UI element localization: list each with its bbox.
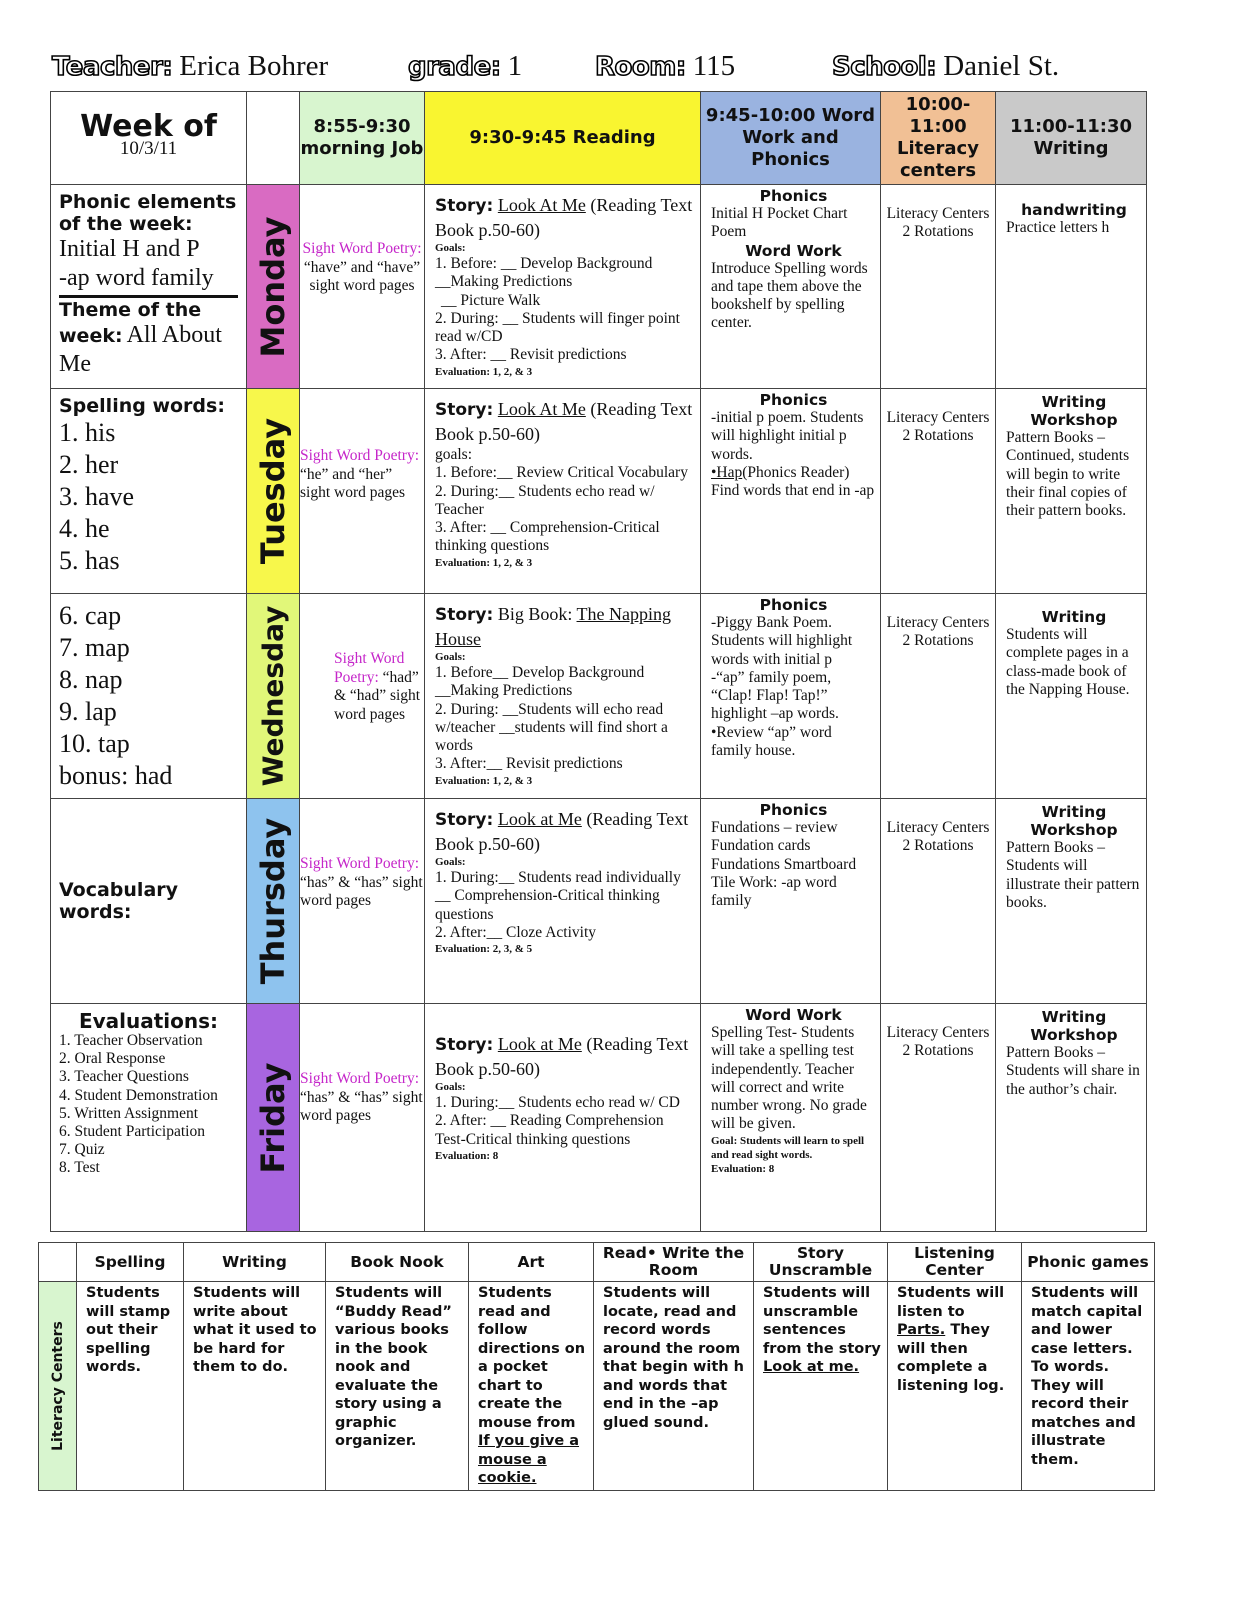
room-field (595, 50, 735, 83)
goal-line: 3. After: __ Comprehension-Critical thinking questions (435, 519, 660, 555)
center-header: Art (469, 1243, 594, 1282)
wednesday-row (51, 594, 1147, 799)
day-friday (247, 1004, 300, 1232)
goals-label: Goals: (435, 651, 466, 663)
story-label: Story: (435, 400, 494, 420)
word-work-cell (701, 799, 881, 1004)
writing-cell (996, 594, 1147, 799)
word-work-header: 9:45-10:00 Word Work and Phonics (701, 92, 881, 185)
reading-cell (425, 799, 701, 1004)
day-label: Monday (254, 216, 292, 357)
side-label-text: Literacy Centers (49, 1320, 66, 1451)
day-label: Friday (254, 1062, 292, 1173)
read-write-room-center: Students will locate, read and record words around the room that begin with h and words that end in the –ap glued sound. (594, 1282, 754, 1491)
literacy-centers-side-label (39, 1282, 77, 1491)
writing-text: Pattern Books – Students will share in the author’s chair. (1006, 1044, 1140, 1098)
morning-job-cell (300, 594, 425, 799)
story-source: (Reading Text Book p.50-60) (435, 809, 689, 854)
sight-word-label: Sight Word Poetry: (300, 855, 420, 872)
spelling-word: 1. his (59, 418, 116, 447)
writing-cell (996, 1004, 1147, 1232)
evaluation-item: 4. Student Demonstration (59, 1086, 218, 1104)
story-source: (Reading Text Book p.50-60) (435, 1034, 689, 1079)
goal-line: 1. Before__ Develop Background __Making Predictions (435, 664, 645, 700)
story-title: The Napping House (435, 604, 672, 649)
word-work-text: Spelling Test- Students will take a spelling test independently. Teacher will correct and write number wrong. No grade will be given. (711, 1024, 867, 1133)
spelling-word: 9. lap (59, 697, 117, 726)
writing-text: Practice letters h (1006, 219, 1110, 236)
unscramble-text: Students will unscramble sentences from the story (763, 1285, 881, 1357)
day-thursday (247, 799, 300, 1004)
reading-cell (425, 185, 701, 389)
phonics-heading: Phonics (759, 391, 828, 409)
phonics-text: -Piggy Bank Poem. Students will highlight words with initial p (711, 614, 853, 668)
monday-row (51, 185, 1147, 389)
sight-word-text: “he” and “her” sight word pages (300, 465, 406, 501)
week-of-header (51, 92, 247, 185)
goal-line: 3. After: __ Revisit predictions (435, 346, 627, 364)
listening-center (888, 1282, 1022, 1491)
teacher-label: Teacher: (52, 52, 173, 82)
phonic-games-center: Students will match capital and lower case letters. To words. They will record their matches and illustrate them. (1022, 1282, 1155, 1491)
writing-center: Students will write about what it used to be hard for them to do. (184, 1282, 326, 1491)
phonics-text: Initial H Pocket Chart Poem (711, 205, 848, 241)
goal-line: 2. During:__ Students echo read w/ Teacher (435, 482, 655, 518)
writing-heading: Writing Workshop (1030, 1008, 1118, 1044)
literacy-centers-cell: Literacy Centers 2 Rotations (881, 594, 996, 799)
grade-field (408, 50, 522, 83)
story-title: Look At Me (497, 399, 586, 419)
evaluation-item: 5. Written Assignment (59, 1104, 199, 1122)
story-label: Story: (435, 810, 494, 830)
theme-title: Theme of the week: (59, 299, 202, 347)
sight-word-text: “has” & “has” sight word pages (300, 1088, 423, 1124)
goals-label: goals: (435, 446, 473, 463)
phonic-elements-cell (51, 185, 247, 389)
evaluation-item: 7. Quiz (59, 1141, 105, 1159)
literacy-centers-cell: Literacy Centers 2 Rotations (881, 389, 996, 594)
art-book-title: If you give a mouse a cookie. (478, 1433, 580, 1486)
evaluation-item: 2. Oral Response (59, 1050, 166, 1068)
writing-text: Pattern Books – Students will illustrate their pattern books. (1006, 839, 1140, 911)
header-row (51, 92, 1147, 185)
writing-header: 11:00-11:30 Writing (996, 92, 1147, 185)
spelling-word: bonus: had (59, 761, 173, 790)
goal-line: 1. During:__ Students read individually __ Comprehension-Critical thinking questions (435, 869, 681, 923)
center-header: Book Nook (326, 1243, 469, 1282)
day-tuesday (247, 389, 300, 594)
spelling-word: 2. her (59, 450, 119, 479)
word-work-heading: Word Work (745, 1006, 842, 1024)
listening-text-2: They will then complete a listening log. (897, 1322, 1005, 1394)
room-value: 115 (692, 50, 736, 82)
spelling-word: 3. have (59, 482, 135, 511)
divider (59, 295, 238, 298)
center-header: Listening Center (888, 1243, 1022, 1282)
spelling-words-cell (51, 389, 247, 594)
goal-line: __ Picture Walk (441, 291, 541, 309)
listening-title: Parts. (897, 1322, 946, 1338)
room-label: Room: (595, 52, 686, 82)
evaluation-item: 8. Test (59, 1159, 100, 1177)
story-title: Look at Me (497, 809, 582, 829)
writing-cell (996, 389, 1147, 594)
page-header (52, 50, 1192, 90)
goal-line: 3. After:__ Revisit predictions (435, 755, 623, 773)
word-work-text: Introduce Spelling words and tape them above the bookshelf by spelling center. (711, 259, 868, 332)
spelling-word: 8. nap (59, 665, 123, 694)
phonics-heading: Phonics (759, 596, 828, 614)
evaluation-line: Evaluation: 1, 2, & 3 (435, 556, 533, 569)
literacy-centers-cell: Literacy Centers 2 Rotations (881, 1004, 996, 1232)
spelling-words-title: Spelling words: (59, 395, 225, 417)
phonics-heading: Phonics (759, 801, 828, 819)
grade-value: 1 (507, 50, 523, 82)
word-work-cell (701, 1004, 881, 1232)
story-title: Look at Me (497, 1034, 582, 1054)
evaluation-item: 6. Student Participation (59, 1123, 205, 1141)
evaluations-title: Evaluations: (78, 1009, 219, 1033)
evaluations-cell (51, 1004, 247, 1232)
word-work-cell (701, 594, 881, 799)
grade-label: grade: (408, 52, 501, 82)
teacher-field (52, 50, 328, 83)
centers-header-row (39, 1243, 1155, 1282)
day-label: Thursday (254, 817, 292, 985)
goal-line: 2. During: __ Students will finger point read w/CD (435, 309, 680, 346)
writing-cell (996, 799, 1147, 1004)
morning-job-header: 8:55-9:30 morning Job (300, 92, 425, 185)
writing-heading: Writing Workshop (1030, 393, 1118, 429)
goal-line: 1. During:__ Students echo read w/ CD (435, 1094, 680, 1111)
reading-header: 9:30-9:45 Reading (425, 92, 701, 185)
spelling-word: 5. has (59, 546, 120, 575)
centers-body-row (39, 1282, 1155, 1491)
phonics-text: Fundations – review Fundation cards Fundations Smartboard Tile Work: -ap word family (711, 819, 857, 910)
morning-job-cell (300, 1004, 425, 1232)
week-of-label: Week of (80, 109, 217, 144)
centers-corner (39, 1243, 77, 1282)
thursday-row (51, 799, 1147, 1004)
day-wednesday (247, 594, 300, 799)
phonics-heading: Phonics (759, 187, 828, 205)
story-label: Story: (435, 196, 494, 216)
sight-word-text: “had” & “had” sight word pages (334, 668, 421, 723)
writing-text: Students will complete pages in a class-made book of the Napping House. (1006, 626, 1130, 698)
friday-row (51, 1004, 1147, 1232)
center-header: Story Unscramble (754, 1243, 888, 1282)
day-monday (247, 185, 300, 389)
story-unscramble-center (754, 1282, 888, 1491)
phonics-text: •Review “ap” word family house. (711, 723, 832, 760)
center-header: Read• Write the Room (594, 1243, 754, 1282)
story-source: (Reading Text Book p.50-60) (435, 399, 693, 444)
writing-text: Pattern Books – Continued, students will begin to write their final copies of their pattern books. (1006, 429, 1130, 520)
story-title: Look At Me (497, 195, 586, 215)
story-prefix: Big Book: (497, 604, 573, 624)
art-center (469, 1282, 594, 1491)
morning-job-cell (300, 389, 425, 594)
evaluation-line: Evaluation: 8 (435, 1149, 499, 1162)
sight-word-label: Sight Word Poetry: (300, 1070, 420, 1087)
school-value: Daniel St. (943, 50, 1060, 82)
day-label: Wednesday (256, 605, 290, 787)
spelling-words-cont-cell (51, 594, 247, 799)
goal-line: 2. After: __ Reading Comprehension Test-Critical thinking questions (435, 1112, 664, 1148)
center-header: Phonic games (1022, 1243, 1155, 1282)
story-label: Story: (435, 1035, 494, 1055)
day-column-header (247, 92, 300, 185)
story-label: Story: (435, 605, 494, 625)
word-work-heading: Word Work (745, 241, 842, 260)
sight-word-text: “have” and “have” sight word pages (303, 258, 421, 294)
day-label: Tuesday (254, 417, 292, 565)
story-source: (Reading Text Book p.50-60) (435, 195, 693, 240)
school-field (832, 50, 1059, 83)
reading-cell (425, 389, 701, 594)
goal-line: 1. Before:__ Review Critical Vocabulary (435, 464, 688, 482)
phonics-text: -initial p poem. Students will highlight initial p words. (711, 409, 864, 463)
phonic-elements-title: Phonic elements of the week: (59, 191, 237, 235)
center-header: Spelling (77, 1243, 184, 1282)
sight-word-text: “has” & “has” sight word pages (300, 873, 423, 909)
school-label: School: (832, 52, 937, 82)
spelling-word: 4. he (59, 514, 110, 543)
phonic-element-2: -ap word family (59, 265, 214, 291)
evaluation-item: 1. Teacher Observation (59, 1032, 203, 1049)
word-work-cell (701, 389, 881, 594)
goal-line: 2. After:__ Cloze Activity (435, 923, 597, 941)
literacy-centers-cell: Literacy Centers 2 Rotations (881, 799, 996, 1004)
writing-heading: Writing Workshop (1030, 803, 1118, 839)
word-work-cell (701, 185, 881, 389)
theme-value: All About Me (59, 322, 222, 377)
evaluation-line: Evaluation: 1, 2, & 3 (435, 365, 533, 378)
reader-title: •Hap (711, 463, 743, 481)
morning-job-cell (300, 799, 425, 1004)
art-text: Students read and follow directions on a pocket chart to create the mouse from (478, 1285, 586, 1431)
literacy-centers-header: 10:00-11:00 Literacy centers (881, 92, 996, 185)
unscramble-story-title: Look at me. (763, 1359, 860, 1375)
evaluation-line: Evaluation: 1, 2, & 3 (435, 774, 533, 787)
phonic-element-1: Initial H and P (59, 236, 200, 262)
evaluation-item: 3. Teacher Questions (59, 1068, 189, 1086)
sight-word-label: Sight Word Poetry: (302, 240, 422, 257)
spelling-word: 6. cap (59, 601, 122, 630)
goals-label: Goals: (435, 1081, 466, 1093)
reading-cell (425, 594, 701, 799)
phonics-text: -“ap” family poem, “Clap! Flap! Tap!” highlight –ap words. (711, 668, 839, 723)
week-date: 10/3/11 (119, 138, 178, 159)
writing-heading: handwriting (1021, 201, 1127, 219)
literacy-centers-table (38, 1242, 1155, 1491)
sight-word-label: Sight Word Poetry: (334, 650, 405, 686)
vocabulary-title: Vocabulary words: (59, 879, 179, 923)
reader-text: (Phonics Reader) Find words that end in -ap (711, 463, 875, 500)
listening-text: Students will listen to (897, 1285, 1005, 1320)
writing-cell (996, 185, 1147, 389)
center-header: Writing (184, 1243, 326, 1282)
word-work-evaluation: Evaluation: 8 (711, 1162, 775, 1175)
teacher-name: Erica Bohrer (179, 50, 329, 82)
tuesday-row (51, 389, 1147, 594)
spelling-center: Students will stamp out their spelling words. (77, 1282, 184, 1491)
weekly-plan-table (50, 91, 1147, 1232)
reading-cell (425, 1004, 701, 1232)
book-nook-center: Students will “Buddy Read” various books in the book nook and evaluate the story using a graphic organizer. (326, 1282, 469, 1491)
goals-label: Goals: (435, 856, 466, 868)
word-work-goal: Goal: Students will learn to spell and read sight words. (711, 1134, 865, 1161)
literacy-centers-cell: Literacy Centers 2 Rotations (881, 185, 996, 389)
goals-label: Goals: (435, 242, 466, 254)
goal-line: 2. During: __Students will echo read w/teacher __students will find short a words (435, 700, 668, 755)
writing-heading: Writing (1041, 608, 1107, 626)
vocabulary-cell (51, 799, 247, 1004)
spelling-word: 10. tap (59, 729, 130, 758)
sight-word-label: Sight Word Poetry: (300, 447, 420, 464)
goal-line: 1. Before: __ Develop Background __Making Predictions (435, 255, 653, 291)
spelling-word: 7. map (59, 633, 130, 662)
morning-job-cell (300, 185, 425, 389)
evaluation-line: Evaluation: 2, 3, & 5 (435, 943, 533, 956)
